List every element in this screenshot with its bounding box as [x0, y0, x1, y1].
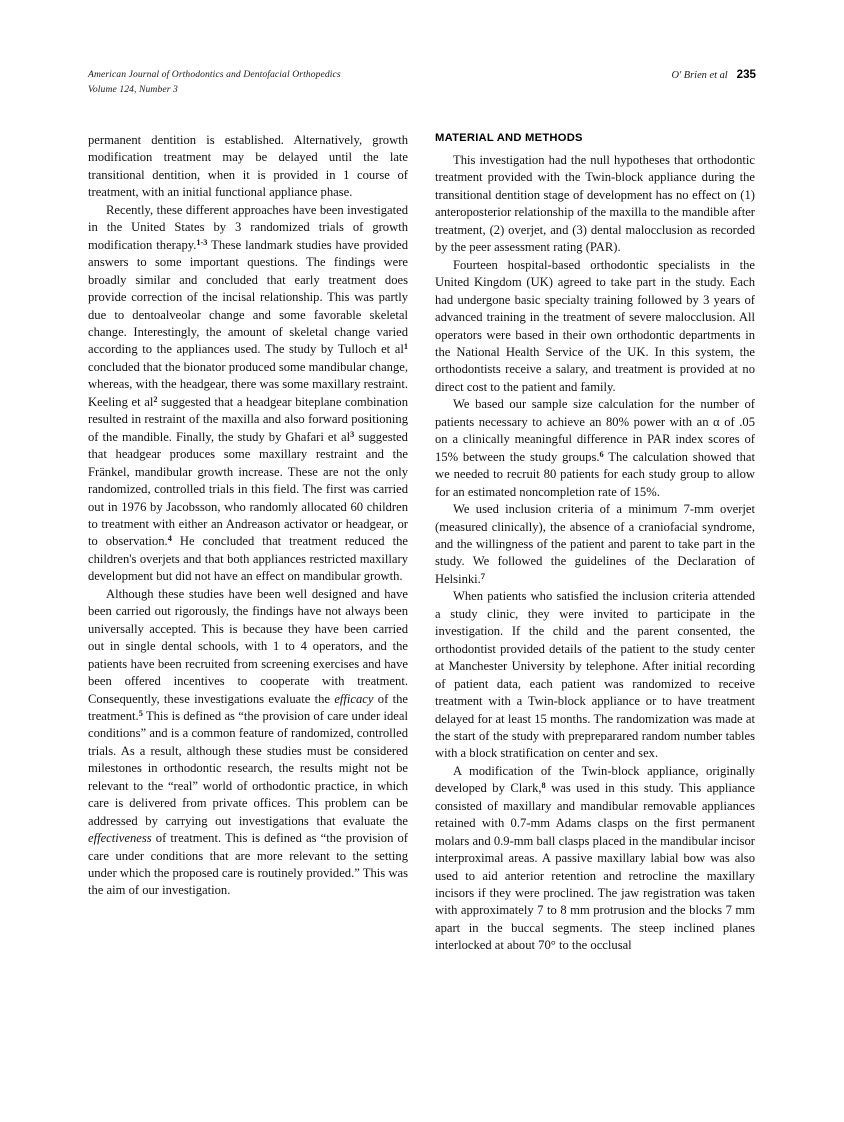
paragraph: We used inclusion criteria of a minimum 7-mm overjet (measured clinically), the absence of a craniofacial syndrome, and the willingness of the patient and parent to take part in the study. We followed the guidelines of the Declaration of Helsinki.$^7$ — [435, 502, 755, 586]
paragraph: We based our sample size calculation for the number of patients necessary to achieve an 80% power with an α of .05 on a clinically meaningful difference in PAR index scores of 15% between the study groups.$^6$ The calculation showed that we needed to recruit 80 patients for each study group to allow for an estimated noncompletion rate of 15%. — [435, 397, 755, 499]
body-columns — [88, 132, 756, 955]
paragraph: Although these studies have been well designed and have been carried out rigorously, the findings have not always been universally accepted. This is because they have been carried out in single dental schools, with 1 to 4 operators, and the patients have been recruited from screening exercises and have been offered incentives to cooperate with treatment. Consequently, these investigations evaluate the efficacy of the treatment.$^5$ This is defined as “the provision of care under ideal conditions” and is a common feature of randomized, controlled trials. As a result, although these studies must be considered milestones in orthodontic research, the results might not be relevant to the “real” world of orthodontic practice, in which care is delivered from private offices. This problem can be addressed by carrying out investigations that evaluate the effectiveness of treatment. This is defined as “the provision of care under conditions that are more relevant to the setting under which the proposed care is routinely provided.” This was the aim of our investigation. — [88, 586, 408, 898]
section-heading-material-and-methods: MATERIAL AND METHODS — [435, 132, 583, 144]
journal-volume-line: Volume 124, Number 3 — [88, 83, 178, 95]
paragraph: Recently, these different approaches have been investigated in the United States by 3 randomized trials of growth modification therapy.$^{1-3}$ These landmark studies have provided answers to some important questions. The findings were broadly similar and concluded that early treatment does provide correction of the incisal relationship. This was partly due to dentoalveolar change and some favorable skeletal change. Interestingly, the amount of skeletal change varied according to the appliances used. The study by Tulloch et $al^1$ concluded that the bionator produced some mandibular change, whereas, with the headgear, there was some maxillary restraint. Keeling et $al^2$ suggested that a headgear biteplane combination resulted in restraint of the maxilla and also forward positioning of the mandible. Finally, the study by Ghafari et $al^3$ suggested that headgear produces some maxillary restraint and the Fränkel, mandibular growth increase. These are not the only randomized, controlled trials in this field. The first was carried out in 1976 by Jacobsson, who randomly allocated 60 children to treatment with either an Andreason activator or headgear, or to observation.$^4$ He concluded that treatment reduced the children's overjets and that both appliances restricted maxillary development but did not have an effect on mandibular growth. — [88, 202, 409, 584]
paragraph: Fourteen hospital-based orthodontic specialists in the United Kingdom (UK) agreed to take part in the study. Each had undergone basic specialty training followed by 3 years of advanced training in the treatment of severe malocclusion. All operators were based in their own orthodontic departments in the National Health Service of the UK. In this system, the orthodontists receive a salary, and treatment is provided at no direct cost to the patient and family. — [435, 257, 755, 394]
running-head-authors: O' Brien et al — [671, 70, 728, 81]
running-head-journal — [88, 68, 341, 97]
running-head — [88, 68, 756, 97]
paragraph: When patients who satisfied the inclusion criteria attended a study clinic, they were invited to participate in the investigation. If the child and the parent consented, the orthodontist provided details of the patient to the study center at Manchester University by telephone. After initial recording of patient data, each patient was randomized to receive treatment with a Twin-block appliance or to have treatment delayed for at least 15 months. The randomization was made at the start of the study with prepreparared random number tables with a block stratification on center and sex. — [435, 589, 755, 761]
running-head-right — [671, 68, 756, 81]
left-column — [88, 132, 408, 955]
paragraph: A modification of the Twin-block appliance, originally developed by Clark,$^8$ was used in this study. This appliance consisted of maxillary and mandibular removable appliances retained with 0.7-mm Adams clasps on the first permanent molars and 0.9-mm ball clasps placed in the mandibular incisor interproximal areas. A passive maxillary labial bow was also used to aid anterior retention and retrocline the maxillary incisors if they were proclined. The jaw registration was taken with approximately 7 to 8 mm protrusion and the blocks 7 mm apart in the buccal segments. The steep inclined planes interlocked at about 70° to the occlusal — [435, 763, 755, 953]
journal-title-line: American Journal of Orthodontics and Dentofacial Orthopedics — [88, 69, 341, 80]
right-column — [435, 132, 755, 955]
page-number: 235 — [736, 68, 756, 81]
paragraph: This investigation had the null hypotheses that orthodontic treatment provided with the Twin-block appliance during the transitional dentition stage of development has no effect on (1) anteroposterior relationship of the maxilla to the mandible after treatment, (2) overjet, and (3) dental malocclusion as recorded by the peer assessment rating (PAR). — [435, 153, 755, 255]
paragraph: permanent dentition is established. Alternatively, growth modification treatment may be delayed until the late transitional dentition, when it is provided in 1 course of treatment, with an initial functional appliance phase. — [88, 133, 408, 200]
